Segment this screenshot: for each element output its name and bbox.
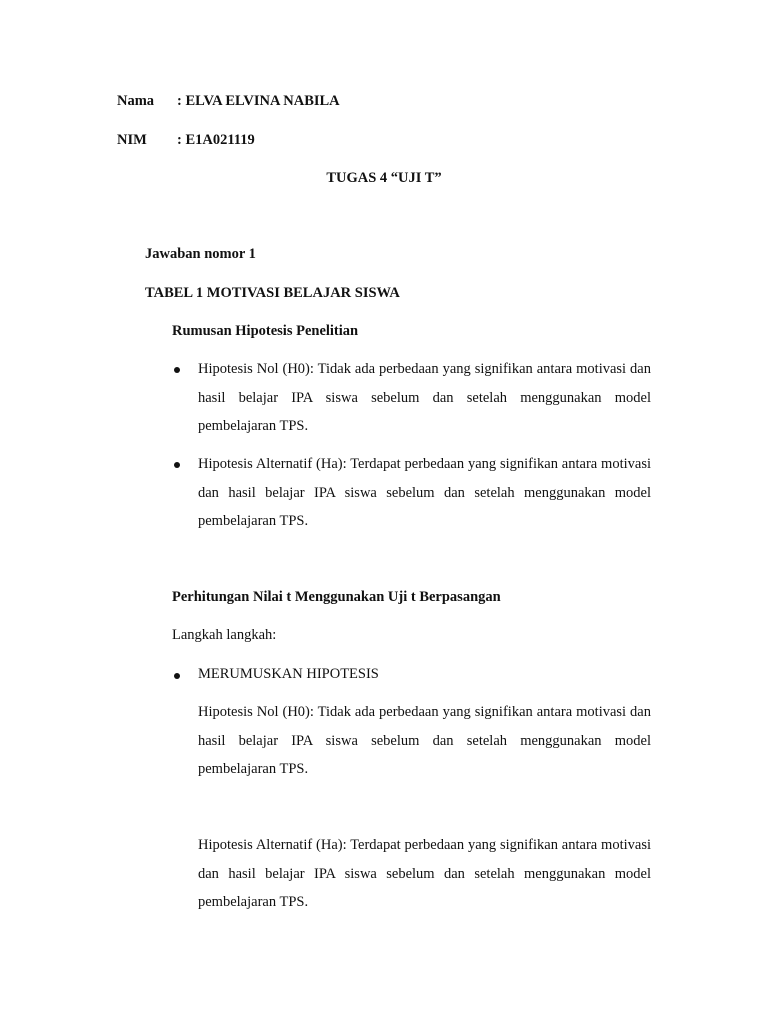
- nim-value: : E1A021119: [177, 132, 255, 148]
- bullet-ha: Hipotesis Alternatif (Ha): Terdapat perbedaan yang signifikan antara motivasi dan hasil belajar IPA siswa sebelum dan setelah menggunakan model pembelajaran TPS.: [198, 456, 651, 529]
- steps-label: Langkah langkah:: [172, 627, 277, 643]
- nim-label: NIM: [117, 132, 147, 148]
- bullet-icon: [174, 673, 180, 679]
- h0-paragraph: Hipotesis Nol (H0): Tidak ada perbedaan yang signifikan antara motivasi dan hasil belajar IPA siswa sebelum dan setelah menggunakan model pembelajaran TPS.: [198, 704, 651, 777]
- table-heading: TABEL 1 MOTIVASI BELAJAR SISWA: [145, 285, 400, 301]
- answer-heading: Jawaban nomor 1: [145, 246, 256, 262]
- ha-paragraph: Hipotesis Alternatif (Ha): Terdapat perbedaan yang signifikan antara motivasi dan hasil belajar IPA siswa sebelum dan setelah menggunakan model pembelajaran TPS.: [198, 837, 651, 910]
- hypothesis-heading: Rumusan Hipotesis Penelitian: [172, 323, 359, 339]
- bullet-h0: Hipotesis Nol (H0): Tidak ada perbedaan yang signifikan antara motivasi dan hasil belajar IPA siswa sebelum dan setelah menggunakan model pembelajaran TPS.: [198, 361, 651, 434]
- step-merumuskan-hipotesis: MERUMUSKAN HIPOTESIS: [198, 666, 379, 682]
- nama-label: Nama: [117, 93, 155, 109]
- calc-heading: Perhitungan Nilai t Menggunakan Uji t Berpasangan: [172, 589, 501, 605]
- nama-value: : ELVA ELVINA NABILA: [177, 93, 340, 109]
- bullet-icon: [174, 367, 180, 373]
- document-title: TUGAS 4 “UJI T”: [326, 170, 442, 186]
- bullet-icon: [174, 462, 180, 468]
